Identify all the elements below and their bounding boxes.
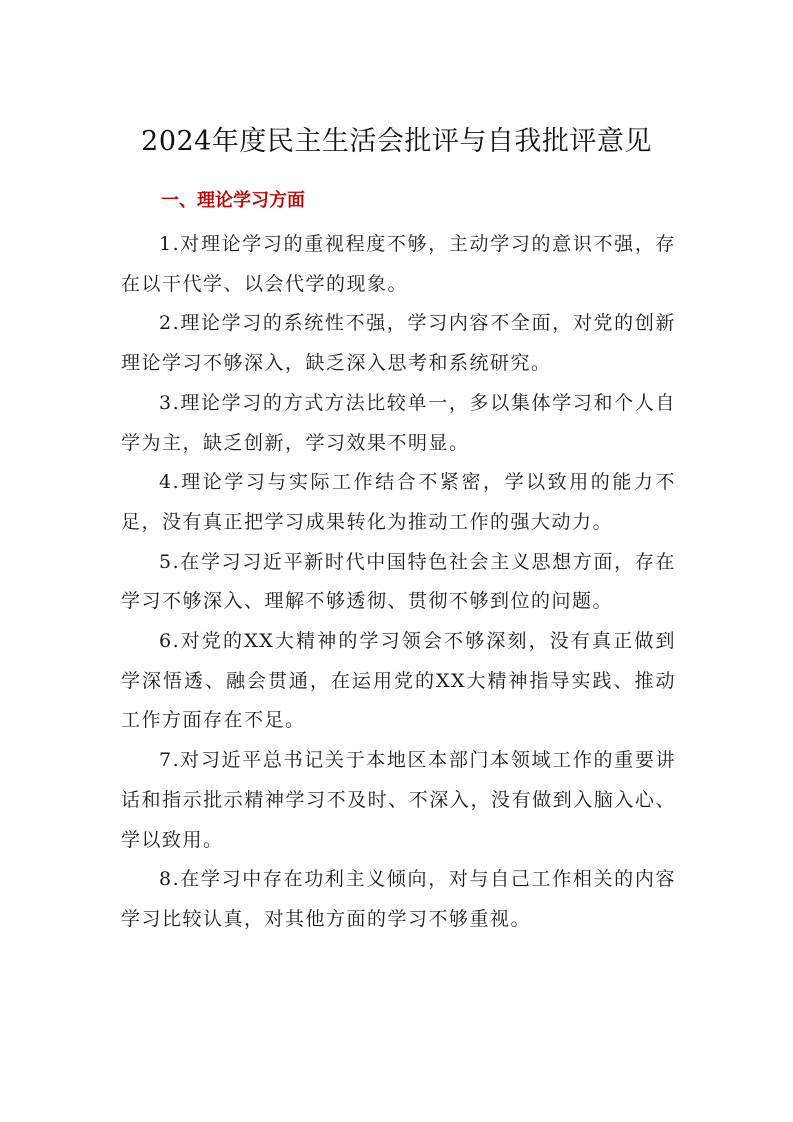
document-title: 2024年度民主生活会批评与自我批评意见 — [141, 126, 652, 157]
list-item: 3.理论学习的方式方法比较单一，多以集体学习和个人自学为主，缺乏创新，学习效果不明显。 — [121, 391, 676, 454]
section-body — [121, 225, 676, 940]
list-item: 8.在学习中存在功利主义倾向，对与自己工作相关的内容学习比较认真，对其他方面的学习不够重视。 — [121, 868, 676, 930]
list-item: 1.对理论学习的重视程度不够，主动学习的意识不强，存在以干代学、以会代学的现象。 — [121, 233, 676, 295]
list-item: 6.对党的XX大精神的学习领会不够深刻，没有真正做到学深悟透、融会贯通，在运用党的XX大精神指导实践、推动工作方面存在不足。 — [121, 630, 676, 732]
list-item: 4.理论学习与实际工作结合不紧密，学以致用的能力不足，没有真正把学习成果转化为推动工作的强大动力。 — [121, 471, 676, 533]
section-heading: 一、理论学习方面 — [161, 190, 305, 211]
list-item: 5.在学习习近平新时代中国特色社会主义思想方面，存在学习不够深入、理解不够透彻、贯彻不够到位的问题。 — [121, 550, 676, 613]
list-item: 2.理论学习的系统性不强，学习内容不全面，对党的创新理论学习不够深入，缺乏深入思考和系统研究。 — [121, 312, 676, 375]
list-item: 7.对习近平总书记关于本地区本部门本领域工作的重要讲话和指示批示精神学习不及时、不深入，没有做到入脑入心、学以致用。 — [121, 749, 676, 851]
